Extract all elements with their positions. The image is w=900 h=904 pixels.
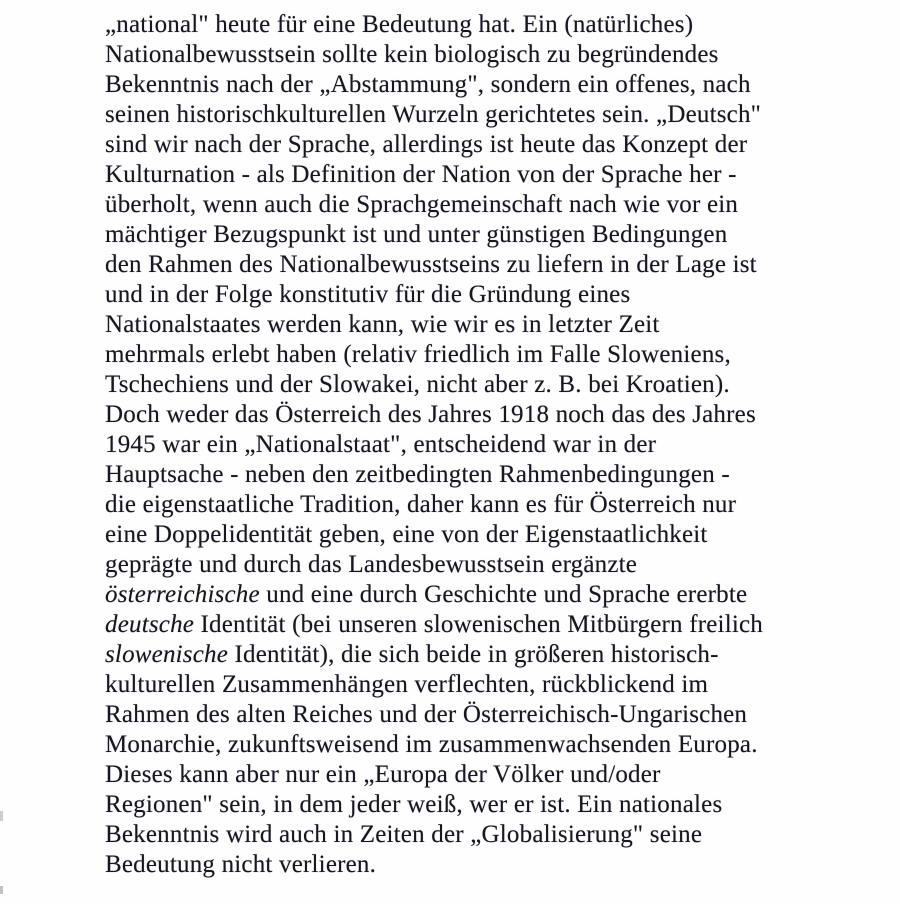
text-line	[105, 130, 805, 160]
text-run: Monarchie, zukunftsweisend im zusammenwachsenden Europa.	[105, 731, 758, 758]
text-run: Hauptsache - neben den zeitbedingten Rahmenbedingungen -	[105, 461, 730, 488]
text-line	[105, 610, 805, 640]
text-line	[105, 430, 805, 460]
text-line	[105, 160, 805, 190]
text-line	[105, 340, 805, 370]
scan-artifact-speck	[0, 811, 3, 821]
text-run: Regionen" sein, in dem jeder weiß, wer er ist. Ein nationales	[105, 791, 723, 818]
text-run: überholt, wenn auch die Sprachgemeinschaft nach wie vor ein	[105, 191, 739, 218]
text-run: und in der Folge konstitutiv für die Gründung eines	[105, 281, 631, 308]
text-run-italic: slowenische	[105, 641, 229, 668]
text-line	[105, 640, 805, 670]
text-block	[105, 10, 805, 880]
text-run: Bekenntnis wird auch in Zeiten der „Globalisierung" seine	[105, 821, 703, 848]
text-run: Nationalbewusstsein sollte kein biologisch zu begründendes	[105, 41, 719, 68]
text-line	[105, 550, 805, 580]
text-run: Rahmen des alten Reiches und der Österreichisch-Ungarischen	[105, 701, 748, 728]
text-run: und eine durch Geschichte und Sprache ererbte	[259, 581, 748, 608]
text-run: Identität), die sich beide in größeren historisch-	[228, 641, 719, 668]
text-line	[105, 700, 805, 730]
text-run: mächtiger Bezugspunkt ist und unter günstigen Bedingungen	[105, 221, 728, 248]
text-run: „national" heute für eine Bedeutung hat. Ein (natürliches)	[105, 11, 694, 38]
text-line	[105, 790, 805, 820]
text-line	[105, 760, 805, 790]
text-run: geprägte und durch das Landesbewusstsein ergänzte	[105, 551, 638, 578]
text-line	[105, 820, 805, 850]
text-line	[105, 40, 805, 70]
text-run: seinen historischkulturellen Wurzeln gerichtetes sein. „Deutsch"	[105, 101, 762, 128]
text-run-italic: österreichische	[105, 581, 260, 608]
text-run-italic: deutsche	[105, 611, 195, 638]
text-run: den Rahmen des Nationalbewusstseins zu liefern in der Lage ist	[105, 251, 757, 278]
text-run: 1945 war ein „Nationalstaat", entscheidend war in der	[105, 431, 657, 458]
text-run: Kulturnation - als Definition der Nation von der Sprache her -	[105, 161, 737, 188]
text-line	[105, 520, 805, 550]
text-line	[105, 220, 805, 250]
text-run: eine Doppelidentität geben, eine von der Eigenstaatlichkeit	[105, 521, 708, 548]
text-run: Bekenntnis nach der „Abstammung", sondern ein offenes, nach	[105, 71, 751, 98]
text-run: die eigenstaatliche Tradition, daher kann es für Österreich nur	[105, 491, 737, 518]
text-run: Dieses kann aber nur ein „Europa der Völker und/oder	[105, 761, 661, 788]
text-line	[105, 250, 805, 280]
text-line	[105, 580, 805, 610]
text-run: mehrmals erlebt haben (relativ friedlich im Falle Sloweniens,	[105, 341, 731, 368]
text-line	[105, 100, 805, 130]
text-line	[105, 280, 805, 310]
text-line	[105, 850, 805, 880]
text-line	[105, 400, 805, 430]
text-run: Bedeutung nicht verlieren.	[105, 851, 377, 878]
text-run: kulturellen Zusammenhängen verflechten, rückblickend im	[105, 671, 709, 698]
text-run: sind wir nach der Sprache, allerdings ist heute das Konzept der	[105, 131, 748, 158]
text-line	[105, 730, 805, 760]
text-line	[105, 10, 805, 40]
text-run: Doch weder das Österreich des Jahres 1918 noch das des Jahres	[105, 401, 756, 428]
text-line	[105, 310, 805, 340]
scan-artifact-speck	[0, 886, 3, 894]
text-run: Identität (bei unseren slowenischen Mitbürgern freilich	[194, 611, 763, 638]
text-line	[105, 370, 805, 400]
text-line	[105, 460, 805, 490]
text-line	[105, 190, 805, 220]
text-line	[105, 70, 805, 100]
text-run: Nationalstaates werden kann, wie wir es in letzter Zeit	[105, 311, 660, 338]
text-line	[105, 670, 805, 700]
text-line	[105, 490, 805, 520]
text-run: Tschechiens und der Slowakei, nicht aber z. B. bei Kroatien).	[105, 371, 730, 398]
